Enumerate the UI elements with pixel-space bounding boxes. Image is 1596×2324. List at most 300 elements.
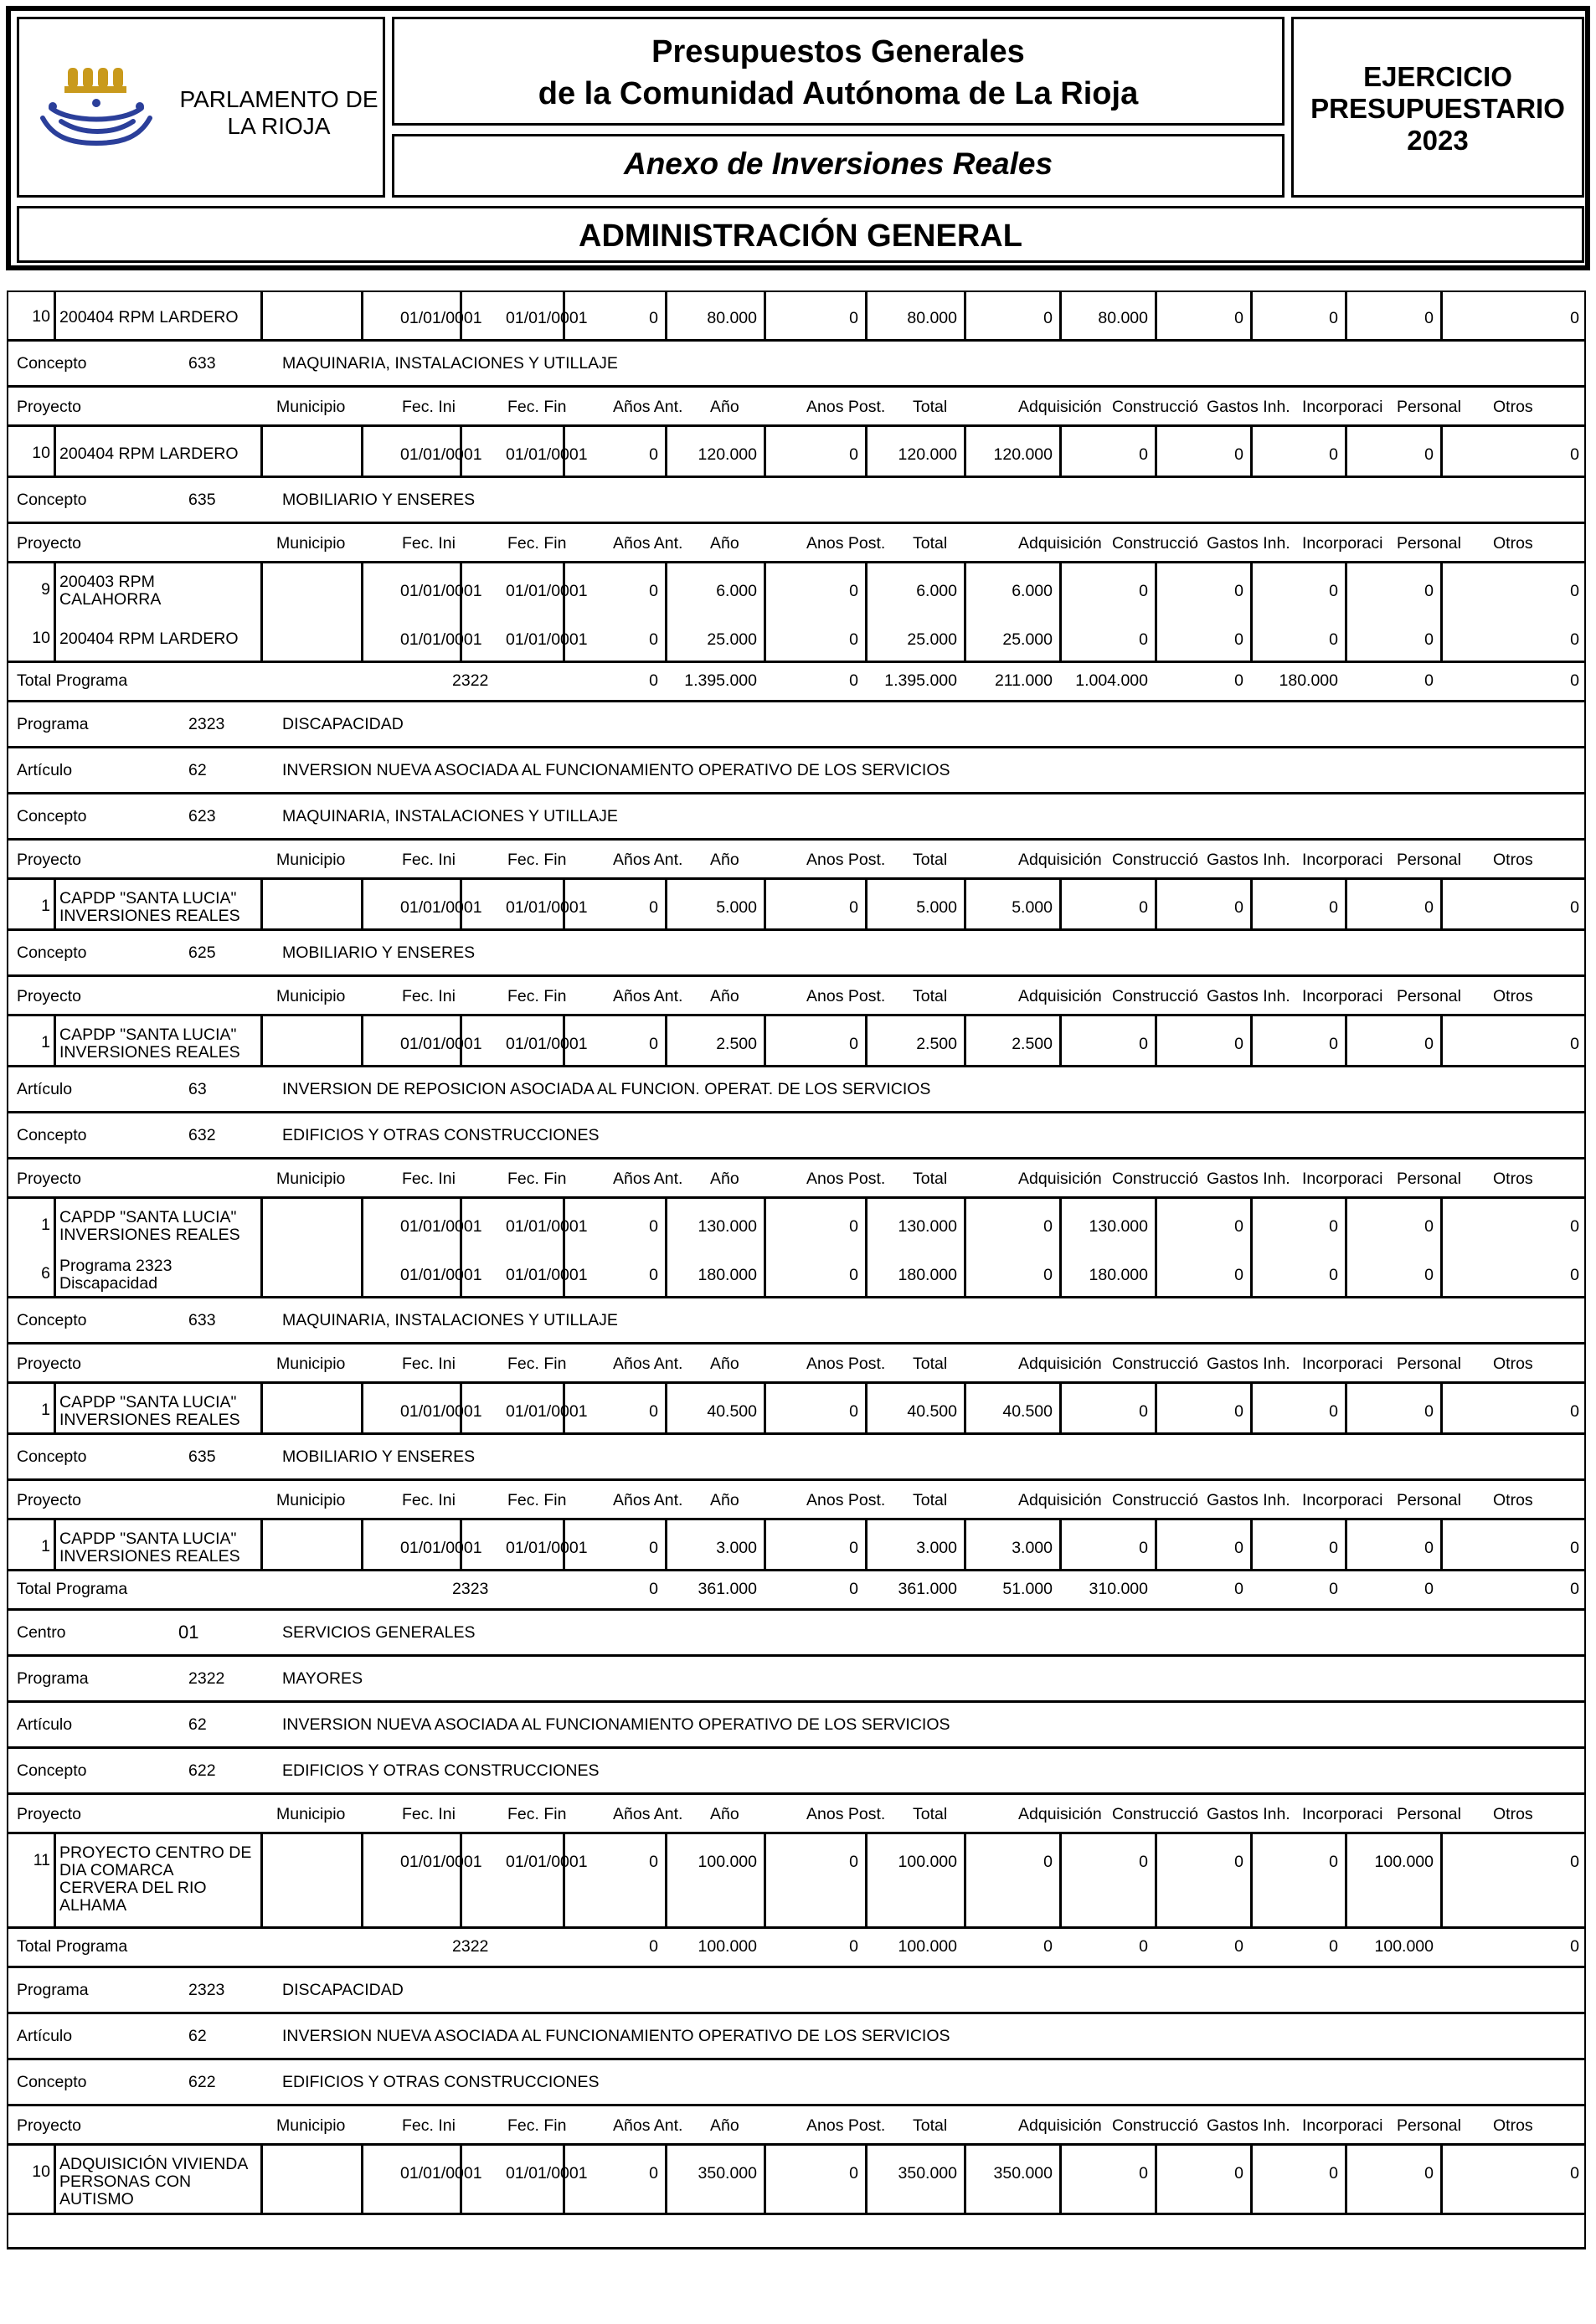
project-row	[7, 563, 1586, 612]
section-label: Concepto	[17, 2073, 87, 2091]
column-header: Personal	[1397, 398, 1461, 416]
construction-value: 80.000	[1098, 309, 1148, 327]
column-header: Municipio	[276, 2116, 346, 2135]
program-total-code: 2322	[452, 671, 489, 690]
column-header: Proyecto	[17, 1805, 81, 1823]
project-row	[7, 1016, 1586, 1067]
section-description: INVERSION NUEVA ASOCIADA AL FUNCIONAMIENTO OPERATIVO DE LOS SERVICIOS	[282, 761, 950, 779]
section-description: MAQUINARIA, INSTALACIONES Y UTILLAJE	[282, 1311, 618, 1329]
section-title-box	[17, 206, 1584, 263]
grand-total: 361.000	[898, 1580, 957, 1598]
intangible-expenses-value: 0	[1234, 1035, 1243, 1053]
prior-years-value: 0	[649, 445, 658, 464]
table-cell	[1345, 1834, 1440, 1926]
column-header: Fec. Fin	[507, 1170, 567, 1188]
personnel-value: 0	[1424, 445, 1434, 464]
section-description: EDIFICIOS Y OTRAS CONSTRUCCIONES	[282, 1126, 600, 1144]
section-code: 01	[178, 1622, 199, 1643]
other-value: 0	[1570, 630, 1579, 649]
section-row	[7, 2014, 1586, 2060]
prior-years-value: 0	[649, 582, 658, 600]
section-row	[7, 1067, 1586, 1113]
section-row	[7, 931, 1586, 977]
table-cell	[1250, 1834, 1345, 1926]
program-total-code: 2323	[452, 1580, 489, 1598]
section-row	[7, 1657, 1586, 1703]
section-row	[7, 748, 1586, 794]
section-label: Concepto	[17, 1311, 87, 1329]
incorporation-value: 0	[1329, 1217, 1338, 1236]
end-date: 01/01/0001	[506, 1266, 588, 1284]
table-cell	[1440, 2146, 1586, 2213]
column-header: Fec. Ini	[402, 987, 456, 1005]
personnel-value: 0	[1424, 1035, 1434, 1053]
section-label: Programa	[17, 1669, 89, 1688]
column-header: Fec. Ini	[402, 1805, 456, 1823]
project-name: 200403 RPM CALAHORRA	[59, 573, 162, 609]
parliament-name-line2: LA RIOJA	[227, 113, 331, 139]
section-label: Concepto	[17, 1447, 87, 1466]
project-name: PROYECTO CENTRO DE DIA COMARCA CERVERA DEL RIO ALHAMA	[59, 1843, 252, 1915]
fiscal-year-line1: EJERCICIO	[1363, 61, 1512, 92]
fiscal-year-line3: 2023	[1407, 125, 1469, 156]
section-label: Artículo	[17, 2027, 73, 2045]
section-code: 622	[188, 2073, 216, 2091]
acquisition-total: 211.000	[994, 671, 1053, 690]
end-date: 01/01/0001	[506, 1035, 588, 1053]
fiscal-year	[1294, 61, 1582, 157]
section-row	[7, 794, 1586, 841]
section-code: 62	[188, 2027, 207, 2045]
program-total-code: 2322	[452, 1937, 489, 1956]
acquisition-value: 25.000	[1002, 630, 1053, 649]
total-value: 5.000	[916, 898, 957, 917]
start-date: 01/01/0001	[400, 309, 482, 327]
column-header: Incorporaci	[1302, 534, 1383, 553]
project-name: Programa 2323 Discapacidad	[59, 1257, 172, 1293]
column-header: Anos Post.	[806, 987, 886, 1005]
prior-years-value: 0	[649, 309, 658, 327]
parliament-name	[170, 86, 388, 140]
incorporation-value: 0	[1329, 630, 1338, 649]
column-header: Construcció	[1112, 851, 1198, 869]
later-years-value: 0	[849, 1035, 858, 1053]
column-header: Personal	[1397, 1170, 1461, 1188]
project-index: 10	[32, 307, 50, 326]
column-header: Proyecto	[17, 398, 81, 416]
column-header: Año	[710, 1170, 739, 1188]
table-cell	[260, 1247, 361, 1296]
project-name: CAPDP "SANTA LUCIA" INVERSIONES REALES	[59, 1530, 240, 1566]
project-row	[7, 1834, 1586, 1929]
column-header: Año	[710, 398, 739, 416]
personnel-value: 0	[1424, 2164, 1434, 2183]
other-value: 0	[1570, 1035, 1579, 1053]
column-header: Fec. Fin	[507, 1355, 567, 1373]
column-header: Fec. Fin	[507, 534, 567, 553]
prior-years-value: 0	[649, 898, 658, 917]
column-header: Años Ant.	[613, 987, 683, 1005]
section-row	[7, 1749, 1586, 1795]
year-value: 120.000	[698, 445, 757, 464]
later-years-value: 0	[849, 309, 858, 327]
table-cell	[1440, 563, 1586, 612]
construction-value: 130.000	[1089, 1217, 1148, 1236]
column-header: Municipio	[276, 398, 346, 416]
project-row	[7, 2146, 1586, 2215]
start-date: 01/01/0001	[400, 1402, 482, 1421]
section-label: Artículo	[17, 761, 73, 779]
intangible-expenses-value: 0	[1234, 445, 1243, 464]
column-header: Gastos Inh.	[1207, 2116, 1290, 2135]
table-cell	[260, 1016, 361, 1065]
column-header-row	[7, 1159, 1586, 1199]
column-header: Otros	[1493, 2116, 1533, 2135]
column-header: Total	[913, 1355, 948, 1373]
incorporation-value: 0	[1329, 1539, 1338, 1557]
end-date: 01/01/0001	[506, 445, 588, 464]
column-header: Adquisición	[1018, 534, 1102, 553]
section-row	[7, 1298, 1586, 1345]
column-header-row	[7, 388, 1586, 427]
incorporation-value: 0	[1329, 309, 1338, 327]
fiscal-year-box	[1291, 17, 1584, 198]
prior-years-total: 0	[649, 1580, 658, 1598]
personnel-value: 0	[1424, 630, 1434, 649]
column-header: Adquisición	[1018, 398, 1102, 416]
section-code: 635	[188, 491, 216, 509]
column-header: Fec. Ini	[402, 1355, 456, 1373]
acquisition-value: 0	[1043, 1217, 1053, 1236]
project-index: 10	[32, 444, 50, 462]
project-row	[7, 612, 1586, 663]
column-header: Años Ant.	[613, 1355, 683, 1373]
column-header: Personal	[1397, 851, 1461, 869]
year-total: 100.000	[698, 1937, 757, 1956]
total-value: 180.000	[898, 1266, 957, 1284]
column-header: Gastos Inh.	[1207, 1355, 1290, 1373]
column-header: Proyecto	[17, 2116, 81, 2135]
column-header: Años Ant.	[613, 1170, 683, 1188]
personnel-total: 0	[1424, 1580, 1434, 1598]
project-index: 1	[41, 1401, 50, 1419]
start-date: 01/01/0001	[400, 445, 482, 464]
column-header: Gastos Inh.	[1207, 534, 1290, 553]
section-code: 625	[188, 943, 216, 962]
document-title-box	[392, 17, 1285, 126]
table-cell	[260, 1520, 361, 1569]
total-value: 25.000	[907, 630, 957, 649]
column-header: Otros	[1493, 851, 1533, 869]
column-header: Total	[913, 851, 948, 869]
section-label: Concepto	[17, 943, 87, 962]
end-date: 01/01/0001	[506, 1402, 588, 1421]
section-code: 633	[188, 1311, 216, 1329]
later-years-value: 0	[849, 1853, 858, 1871]
other-value: 0	[1570, 309, 1579, 327]
later-years-value: 0	[849, 1217, 858, 1236]
later-years-value: 0	[849, 2164, 858, 2183]
incorporation-value: 0	[1329, 445, 1338, 464]
column-header-row	[7, 1795, 1586, 1834]
column-header: Personal	[1397, 1805, 1461, 1823]
column-header-row	[7, 841, 1586, 880]
column-header: Personal	[1397, 2116, 1461, 2135]
column-header: Adquisición	[1018, 1491, 1102, 1509]
section-row	[7, 478, 1586, 524]
table-cell	[1440, 880, 1586, 928]
section-row	[7, 1703, 1586, 1749]
column-header: Otros	[1493, 1491, 1533, 1509]
table-cell	[260, 1384, 361, 1432]
prior-years-value: 0	[649, 1539, 658, 1557]
table-cell	[260, 612, 361, 661]
column-header: Municipio	[276, 1355, 346, 1373]
project-name: CAPDP "SANTA LUCIA" INVERSIONES REALES	[59, 1026, 240, 1062]
table-cell	[260, 563, 361, 612]
table-cell	[460, 1834, 563, 1926]
later-years-value: 0	[849, 1402, 858, 1421]
construction-value: 0	[1139, 445, 1148, 464]
project-index: 11	[33, 1851, 50, 1869]
annex-title-box	[392, 134, 1285, 198]
column-header: Otros	[1493, 1170, 1533, 1188]
section-description: MOBILIARIO Y ENSERES	[282, 1447, 476, 1466]
column-header: Proyecto	[17, 534, 81, 553]
other-total: 0	[1570, 1937, 1579, 1956]
section-row	[7, 1611, 1586, 1657]
section-code: 2323	[188, 1981, 225, 1999]
column-header: Personal	[1397, 534, 1461, 553]
column-header: Anos Post.	[806, 1805, 886, 1823]
personnel-value: 0	[1424, 1402, 1434, 1421]
construction-total: 310.000	[1089, 1580, 1148, 1598]
section-description: SERVICIOS GENERALES	[282, 1623, 476, 1642]
table-cell	[260, 427, 361, 476]
column-header: Fec. Fin	[507, 851, 567, 869]
parliament-name-line1: PARLAMENTO DE	[179, 86, 378, 112]
incorporation-value: 0	[1329, 1402, 1338, 1421]
other-total: 0	[1570, 1580, 1579, 1598]
project-row	[7, 427, 1586, 478]
table-cell	[1059, 1834, 1155, 1926]
column-header: Adquisición	[1018, 1170, 1102, 1188]
section-label: Concepto	[17, 491, 87, 509]
incorporation-value: 0	[1329, 2164, 1338, 2183]
personnel-value: 0	[1424, 582, 1434, 600]
column-header: Fec. Fin	[507, 1805, 567, 1823]
other-value: 0	[1570, 1217, 1579, 1236]
other-value: 0	[1570, 582, 1579, 600]
section-description: MAYORES	[282, 1669, 363, 1688]
column-header: Total	[913, 1491, 948, 1509]
column-header: Proyecto	[17, 1170, 81, 1188]
section-code: 622	[188, 1761, 216, 1780]
section-code: 632	[188, 1126, 216, 1144]
column-header: Construcció	[1112, 987, 1198, 1005]
project-row	[7, 1384, 1586, 1435]
section-description: INVERSION NUEVA ASOCIADA AL FUNCIONAMIENTO OPERATIVO DE LOS SERVICIOS	[282, 1715, 950, 1734]
column-header: Construcció	[1112, 1805, 1198, 1823]
project-name: ADQUISICIÓN VIVIENDA PERSONAS CON AUTISMO	[59, 2155, 249, 2208]
program-total-row	[7, 663, 1586, 702]
personnel-value: 0	[1424, 309, 1434, 327]
end-date: 01/01/0001	[506, 2164, 588, 2183]
intangible-expenses-total: 0	[1234, 1937, 1243, 1956]
incorporation-value: 0	[1329, 898, 1338, 917]
table-cell	[1440, 1247, 1586, 1296]
section-description: MOBILIARIO Y ENSERES	[282, 943, 476, 962]
table-cell	[865, 1834, 964, 1926]
column-header: Personal	[1397, 1355, 1461, 1373]
column-header: Gastos Inh.	[1207, 851, 1290, 869]
project-row	[7, 1520, 1586, 1571]
later-years-value: 0	[849, 630, 858, 649]
year-value: 25.000	[707, 630, 757, 649]
section-label: Concepto	[17, 807, 87, 825]
project-name: 200404 RPM LARDERO	[59, 630, 239, 648]
project-name: CAPDP "SANTA LUCIA" INVERSIONES REALES	[59, 889, 240, 925]
column-header: Total	[913, 1170, 948, 1188]
project-row	[7, 1199, 1586, 1247]
column-header: Proyecto	[17, 1491, 81, 1509]
end-date: 01/01/0001	[506, 630, 588, 649]
year-value: 80.000	[707, 309, 757, 327]
other-value: 0	[1570, 1853, 1579, 1871]
start-date: 01/01/0001	[400, 630, 482, 649]
column-header: Anos Post.	[806, 1355, 886, 1373]
end-date: 01/01/0001	[506, 1539, 588, 1557]
prior-years-value: 0	[649, 1266, 658, 1284]
section-description: EDIFICIOS Y OTRAS CONSTRUCCIONES	[282, 1761, 600, 1780]
column-header: Otros	[1493, 534, 1533, 553]
column-header: Fec. Fin	[507, 1491, 567, 1509]
section-label: Artículo	[17, 1715, 73, 1734]
annex-title: Anexo de Inversiones Reales	[623, 147, 1053, 181]
column-header: Anos Post.	[806, 1491, 886, 1509]
column-header: Construcció	[1112, 398, 1198, 416]
end-date: 01/01/0001	[506, 582, 588, 600]
section-row	[7, 702, 1586, 748]
section-label: Concepto	[17, 354, 87, 373]
project-index: 10	[32, 2162, 50, 2181]
start-date: 01/01/0001	[400, 1217, 482, 1236]
incorporation-total: 180.000	[1279, 671, 1338, 690]
column-header: Otros	[1493, 1355, 1533, 1373]
later-years-value: 0	[849, 898, 858, 917]
column-header: Años Ant.	[613, 851, 683, 869]
column-header: Años Ant.	[613, 1805, 683, 1823]
table-cell	[665, 1834, 764, 1926]
column-header: Municipio	[276, 1170, 346, 1188]
end-date: 01/01/0001	[506, 1217, 588, 1236]
program-total-label: Total Programa	[17, 1580, 128, 1598]
column-header: Total	[913, 2116, 948, 2135]
section-row	[7, 1113, 1586, 1159]
column-header: Incorporaci	[1302, 851, 1383, 869]
total-value: 350.000	[898, 2164, 957, 2183]
intangible-expenses-value: 0	[1234, 898, 1243, 917]
section-code: 633	[188, 354, 216, 373]
project-index: 1	[41, 897, 50, 915]
other-value: 0	[1570, 1266, 1579, 1284]
column-header: Anos Post.	[806, 534, 886, 553]
column-header: Total	[913, 1805, 948, 1823]
acquisition-value: 350.000	[993, 2164, 1053, 2183]
section-row	[7, 342, 1586, 388]
year-total: 1.395.000	[684, 671, 757, 690]
prior-years-value: 0	[649, 1853, 658, 1871]
incorporation-value: 0	[1329, 1035, 1338, 1053]
table-cell	[260, 880, 361, 928]
table-cell	[361, 1834, 460, 1926]
grand-total: 1.395.000	[884, 671, 957, 690]
column-header: Adquisición	[1018, 851, 1102, 869]
end-date: 01/01/0001	[506, 309, 588, 327]
other-value: 0	[1570, 2164, 1579, 2183]
incorporation-value: 0	[1329, 1266, 1338, 1284]
section-description: DISCAPACIDAD	[282, 715, 404, 733]
prior-years-value: 0	[649, 1035, 658, 1053]
year-value: 100.000	[698, 1853, 757, 1871]
column-header: Gastos Inh.	[1207, 398, 1290, 416]
section-description: INVERSION NUEVA ASOCIADA AL FUNCIONAMIENTO OPERATIVO DE LOS SERVICIOS	[282, 2027, 950, 2045]
total-value: 3.000	[916, 1539, 957, 1557]
personnel-value: 0	[1424, 898, 1434, 917]
program-total-row	[7, 1571, 1586, 1611]
prior-years-value: 0	[649, 1402, 658, 1421]
document-title-line2: de la Comunidad Autónoma de La Rioja	[538, 76, 1139, 111]
column-header: Adquisición	[1018, 987, 1102, 1005]
year-value: 5.000	[716, 898, 757, 917]
column-header: Gastos Inh.	[1207, 1805, 1290, 1823]
acquisition-value: 3.000	[1012, 1539, 1053, 1557]
column-header: Años Ant.	[613, 2116, 683, 2135]
table-cell	[260, 1199, 361, 1247]
total-value: 40.500	[907, 1402, 957, 1421]
column-header: Año	[710, 1491, 739, 1509]
column-header: Fec. Ini	[402, 534, 456, 553]
column-header: Otros	[1493, 1805, 1533, 1823]
start-date: 01/01/0001	[400, 582, 482, 600]
column-header-row	[7, 1345, 1586, 1384]
section-label: Artículo	[17, 1080, 73, 1098]
table-cell	[260, 290, 361, 339]
construction-value: 0	[1139, 898, 1148, 917]
column-header-row	[7, 2106, 1586, 2146]
other-value: 0	[1570, 1402, 1579, 1421]
intangible-expenses-value: 0	[1234, 1539, 1243, 1557]
column-header: Construcció	[1112, 1355, 1198, 1373]
total-value: 120.000	[898, 445, 957, 464]
grand-total: 100.000	[898, 1937, 957, 1956]
fiscal-year-line2: PRESUPUESTARIO	[1310, 93, 1565, 124]
intangible-expenses-total: 0	[1234, 1580, 1243, 1598]
intangible-expenses-value: 0	[1234, 1217, 1243, 1236]
section-description: MAQUINARIA, INSTALACIONES Y UTILLAJE	[282, 354, 618, 373]
column-header: Fec. Ini	[402, 1491, 456, 1509]
later-years-total: 0	[849, 1580, 858, 1598]
table-cell	[1440, 427, 1586, 476]
section-label: Programa	[17, 715, 89, 733]
column-header: Fec. Fin	[507, 987, 567, 1005]
table-cell	[1440, 1199, 1586, 1247]
column-header: Año	[710, 987, 739, 1005]
section-title: ADMINISTRACIÓN GENERAL	[579, 219, 1022, 254]
column-header: Adquisición	[1018, 1805, 1102, 1823]
section-label: Centro	[17, 1623, 66, 1642]
prior-years-total: 0	[649, 671, 658, 690]
